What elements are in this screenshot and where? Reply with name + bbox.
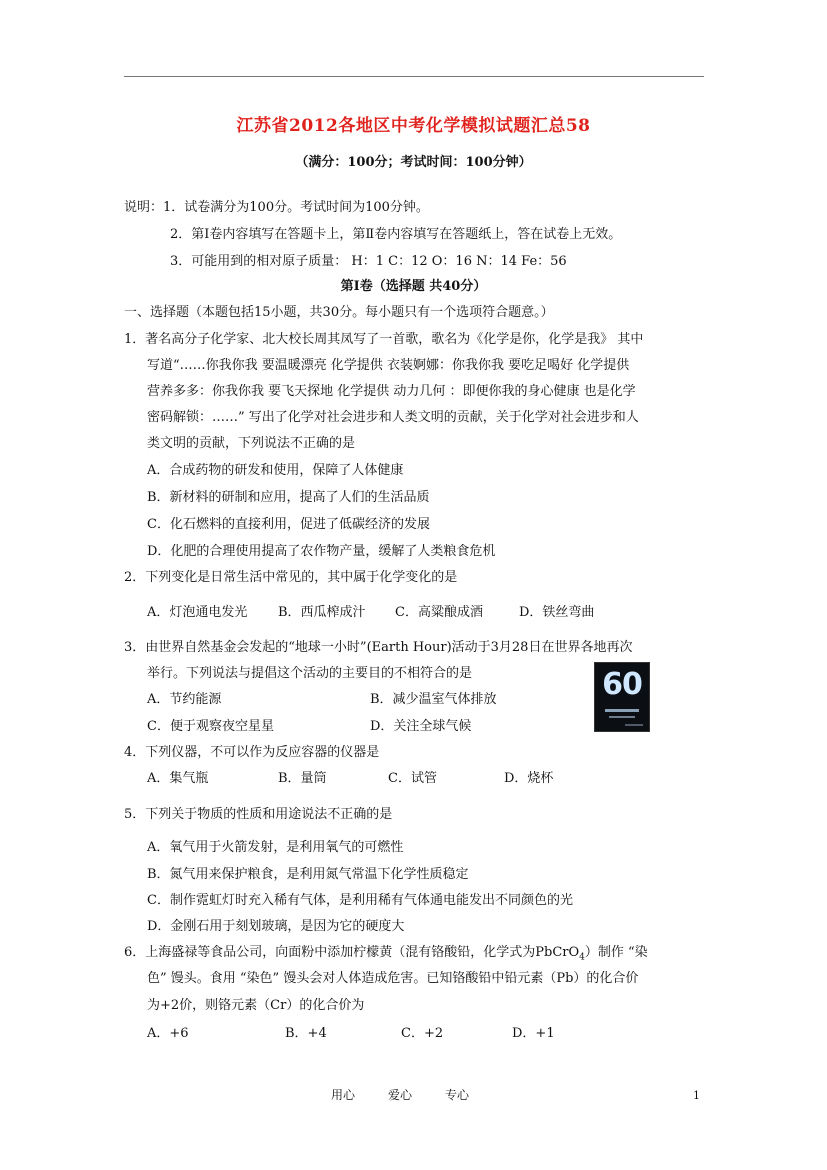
q5-option-b: B．氮气用来保护粮食，是利用氮气常温下化学性质稳定 — [147, 867, 469, 882]
q6-line-1-text-end: ）制作 “染 — [584, 945, 648, 960]
q2-option-a: A．灯泡通电发光 — [147, 605, 248, 620]
q2-option-c: C．高粱酿成酒 — [395, 605, 483, 620]
q1-option-c: C．化石燃料的直接利用，促进了低碳经济的发展 — [147, 517, 430, 532]
q1-line: 密码解锁：……” 写出了化学对社会进步和人类文明的贡献，关于化学对社会进步和人 — [147, 410, 639, 425]
q1-line: 类文明的贡献，下列说法不正确的是 — [147, 436, 356, 451]
footer-item: 专心 — [445, 1088, 470, 1102]
q4-option-a: A．集气瓶 — [147, 771, 209, 786]
q5-option-d: D．金刚石用于刻划玻璃，是因为它的硬度大 — [147, 919, 405, 934]
earth-hour-logo-number: 60 — [602, 667, 642, 702]
page-subtitle: （满分：100分；考试时间：100分钟） — [295, 155, 532, 170]
section-intro: 一、选择题（本题包括15小题，共30分。每小题只有一个选项符合题意。） — [124, 305, 554, 320]
q6-option-b: B．+4 — [285, 1026, 327, 1041]
q1-option-a: A．合成药物的研发和使用，保障了人体健康 — [147, 463, 404, 478]
q4-option-d: D．烧杯 — [504, 771, 554, 786]
note-line-2: 2．第Ⅰ卷内容填写在答题卡上，第Ⅱ卷内容填写在答题纸上，答在试卷上无效。 — [170, 227, 622, 242]
q1-option-d: D．化肥的合理使用提高了农作物产量，缓解了人类粮食危机 — [147, 544, 496, 559]
page-title: 江苏省2012各地区中考化学模拟试题汇总58 — [236, 116, 591, 136]
note-line-3: 3．可能用到的相对原子质量： H：1 C：12 O：16 N：14 Fe：56 — [170, 254, 567, 269]
note-line-1: 说明：1．试卷满分为100分。考试时间为100分钟。 — [124, 200, 429, 215]
q3-option-d: D．关注全球气候 — [370, 719, 472, 734]
q1-line: 营养多多：你我你我 要飞天探地 化学提供 动力几何 ：即便你我的身心健康 也是化学 — [147, 384, 636, 399]
q6-line-3: 为+2价，则铬元素（Cr）的化合价为 — [147, 998, 365, 1013]
q3-option-c: C．便于观察夜空星星 — [147, 719, 274, 734]
q5-option-a: A．氧气用于火箭发射，是利用氧气的可燃性 — [147, 840, 404, 855]
q1-option-b: B．新材料的研制和应用，提高了人们的生活品质 — [147, 490, 430, 505]
q2-stem: 2．下列变化是日常生活中常见的，其中属于化学变化的是 — [124, 570, 458, 585]
footer-item: 爱心 — [388, 1088, 413, 1102]
q6-formula-subscript: 4 — [579, 952, 585, 963]
q4-option-c: C．试管 — [388, 771, 437, 786]
q4-stem: 4．下列仪器，不可以作为反应容器的仪器是 — [124, 745, 380, 760]
footer-item: 用心 — [331, 1088, 356, 1102]
q2-option-b: B．西瓜榨成汁 — [278, 605, 366, 620]
q3-option-b: B．减少温室气体排放 — [370, 692, 497, 707]
q4-option-b: B．量筒 — [278, 771, 327, 786]
q5-stem: 5．下列关于物质的性质和用途说法不正确的是 — [124, 807, 393, 822]
q3-line: 举行。下列说法与提倡这个活动的主要目的不相符合的是 — [147, 666, 473, 681]
q6-line-1-text: 6．上海盛禄等食品公司，向面粉中添加柠檬黄（混有铬酸铅，化学式为PbCrO — [124, 945, 580, 960]
q1-line: 写道“……你我你我 要温暖漂亮 化学提供 衣装婀娜：你我你我 要吃足喝好 化学提供 — [147, 358, 630, 373]
q1-line: 1．著名高分子化学家、北大校长周其凤写了一首歌，歌名为《化学是你，化学是我》 其中 — [124, 332, 644, 347]
q3-line: 3．由世界自然基金会发起的“地球一小时”(Earth Hour)活动于3月28日在世界各地再次 — [124, 640, 633, 655]
q6-option-c: C．+2 — [401, 1026, 444, 1041]
earth-hour-image — [594, 662, 650, 732]
q2-option-d: D．铁丝弯曲 — [519, 605, 595, 620]
q3-option-a: A．节约能源 — [147, 692, 222, 707]
page-number: 1 — [693, 1089, 700, 1102]
q6-line-2: 色” 馒头。食用 “染色” 馒头会对人体造成危害。已知铬酸铅中铅元素（Pb）的化合价 — [147, 971, 639, 986]
q6-option-d: D．+1 — [512, 1026, 555, 1041]
q6-option-a: A．+6 — [147, 1026, 189, 1041]
header-rule — [124, 76, 704, 77]
section-title: 第Ⅰ卷（选择题 共40分） — [340, 279, 487, 294]
q5-option-c: C．制作霓虹灯时充入稀有气体，是利用稀有气体通电能发出不同颜色的光 — [147, 893, 573, 908]
q6-line-1 — [124, 945, 648, 966]
